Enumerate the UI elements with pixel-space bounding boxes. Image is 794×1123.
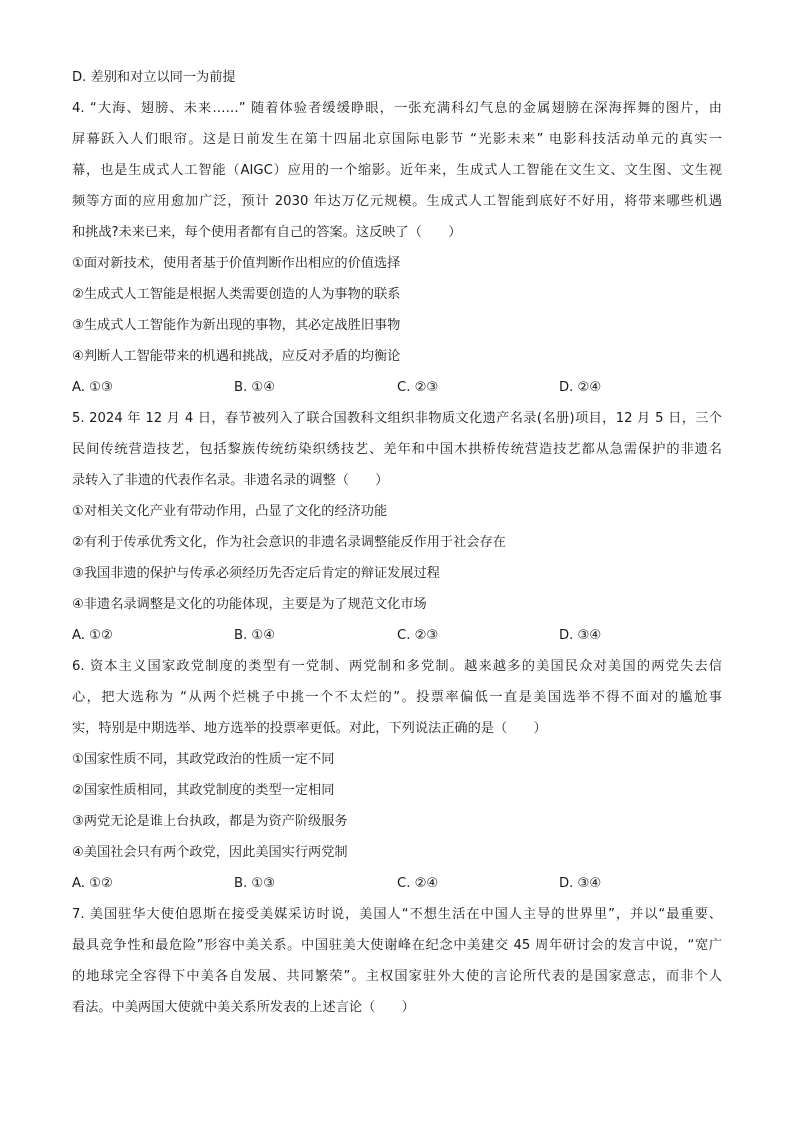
q6-option-a: A. ①② bbox=[72, 876, 113, 891]
q6-stem-line: 6. 资本主义国家政党制度的类型有一党制、两党制和多党制。越来越多的美国民众对美国的两党失去信 bbox=[72, 659, 722, 674]
q4-stem-line: 幕，也是生成式人工智能（AIGC）应用的一个缩影。近年来，生成式人工智能在文生文、文生图、文生视 bbox=[72, 163, 722, 178]
question-6 bbox=[72, 651, 722, 899]
q6-options bbox=[72, 868, 722, 899]
q5-option-a: A. ①② bbox=[72, 628, 113, 643]
q5-statement-2: ②有利于传承优秀文化，作为社会意识的非遗名录调整能反作用于社会存在 bbox=[72, 535, 506, 550]
q6-stem-line: 心，把大选称为 “从两个烂桃子中挑一个不太烂的”。投票率偏低一直是美国选举不得不面对的尴尬事 bbox=[72, 690, 722, 705]
q6-option-d: D. ③④ bbox=[559, 876, 602, 891]
q6-statement-2: ②国家性质相同，其政党制度的类型一定相同 bbox=[72, 783, 335, 798]
q5-option-d: D. ③④ bbox=[559, 628, 602, 643]
q4-option-b: B. ①④ bbox=[234, 380, 276, 395]
question-7 bbox=[72, 899, 722, 1023]
q6-statement-4: ④美国社会只有两个政党，因此美国实行两党制 bbox=[72, 845, 348, 860]
q5-statement-4: ④非遗名录调整是文化的功能体现，主要是为了规范文化市场 bbox=[72, 597, 427, 612]
q5-stem-line: 5. 2024 年 12 月 4 日，春节被列入了联合国教科文组织非物质文化遗产名录(名册)项目，12 月 5 日，三个 bbox=[72, 411, 722, 426]
q6-option-b: B. ①③ bbox=[234, 876, 276, 891]
q7-stem-line: 看法。中美两国大使就中美关系所发表的上述言论（ ） bbox=[72, 1000, 415, 1015]
q6-stem-line: 实，特别是中期选举、地方选举的投票率更低。对此，下列说法正确的是（ ） bbox=[72, 721, 547, 736]
q4-statement-3: ③生成式人工智能作为新出现的事物，其必定战胜旧事物 bbox=[72, 318, 401, 333]
q4-statement-2: ②生成式人工智能是根据人类需要创造的人为事物的联系 bbox=[72, 287, 401, 302]
q5-option-c: C. ②③ bbox=[397, 628, 439, 643]
q4-stem-line: 屏幕跃入人们眼帘。这是日前发生在第十四届北京国际电影节 “光影未来” 电影科技活动单元的真实一 bbox=[72, 132, 722, 147]
q4-stem-line: 频等方面的应用愈加广泛，预计 2030 年达万亿元规模。生成式人工智能到底好不好用，将带来哪些机遇 bbox=[72, 194, 722, 209]
exam-page bbox=[72, 62, 722, 1023]
question-5 bbox=[72, 403, 722, 651]
top-option-line: D. 差别和对立以同一为前提 bbox=[72, 70, 236, 85]
q6-statement-1: ①国家性质不同，其政党政治的性质一定不同 bbox=[72, 752, 335, 767]
q5-option-b: B. ①④ bbox=[234, 628, 276, 643]
q5-statement-3: ③我国非遗的保护与传承必须经历先否定后肯定的辩证发展过程 bbox=[72, 566, 440, 581]
q5-stem-line: 录转入了非遗的代表作名录。非遗名录的调整（ ） bbox=[72, 473, 389, 488]
q4-options bbox=[72, 372, 722, 403]
q5-stem-line: 民间传统营造技艺，包括黎族传统纺染织绣技艺、羌年和中国木拱桥传统营造技艺都从急需保护的非遗名 bbox=[72, 442, 722, 457]
q7-stem-line: 7. 美国驻华大使伯恩斯在接受美媒采访时说，美国人“不想生活在中国人主导的世界里”，并以“最重要、 bbox=[72, 907, 722, 922]
q4-stem-line: 和挑战?未来已来，每个使用者都有自己的答案。这反映了（ ） bbox=[72, 225, 462, 240]
q6-statement-3: ③两党无论是谁上台执政，都是为资产阶级服务 bbox=[72, 814, 348, 829]
q4-statement-4: ④判断人工智能带来的机遇和挑战，应反对矛盾的均衡论 bbox=[72, 349, 401, 364]
q7-stem-line: 的地球完全容得下中美各自发展、共同繁荣”。主权国家驻外大使的言论所代表的是国家意志，而非个人 bbox=[72, 969, 722, 984]
q4-option-c: C. ②③ bbox=[397, 380, 439, 395]
q4-option-a: A. ①③ bbox=[72, 380, 113, 395]
q4-stem-line: 4. “大海、翅膀、未来……” 随着体验者缓缓睁眼，一张充满科幻气息的金属翅膀在深海挥舞的图片，由 bbox=[72, 101, 722, 116]
question-4 bbox=[72, 93, 722, 403]
q5-statement-1: ①对相关文化产业有带动作用，凸显了文化的经济功能 bbox=[72, 504, 388, 519]
q5-options bbox=[72, 620, 722, 651]
q4-option-d: D. ②④ bbox=[559, 380, 602, 395]
q4-statement-1: ①面对新技术，使用者基于价值判断作出相应的价值选择 bbox=[72, 256, 401, 271]
q7-stem-line: 最具竞争性和最危险”形容中美关系。中国驻美大使谢峰在纪念中美建交 45 周年研讨会的发言中说，“宽广 bbox=[72, 938, 722, 953]
q6-option-c: C. ②④ bbox=[397, 876, 439, 891]
